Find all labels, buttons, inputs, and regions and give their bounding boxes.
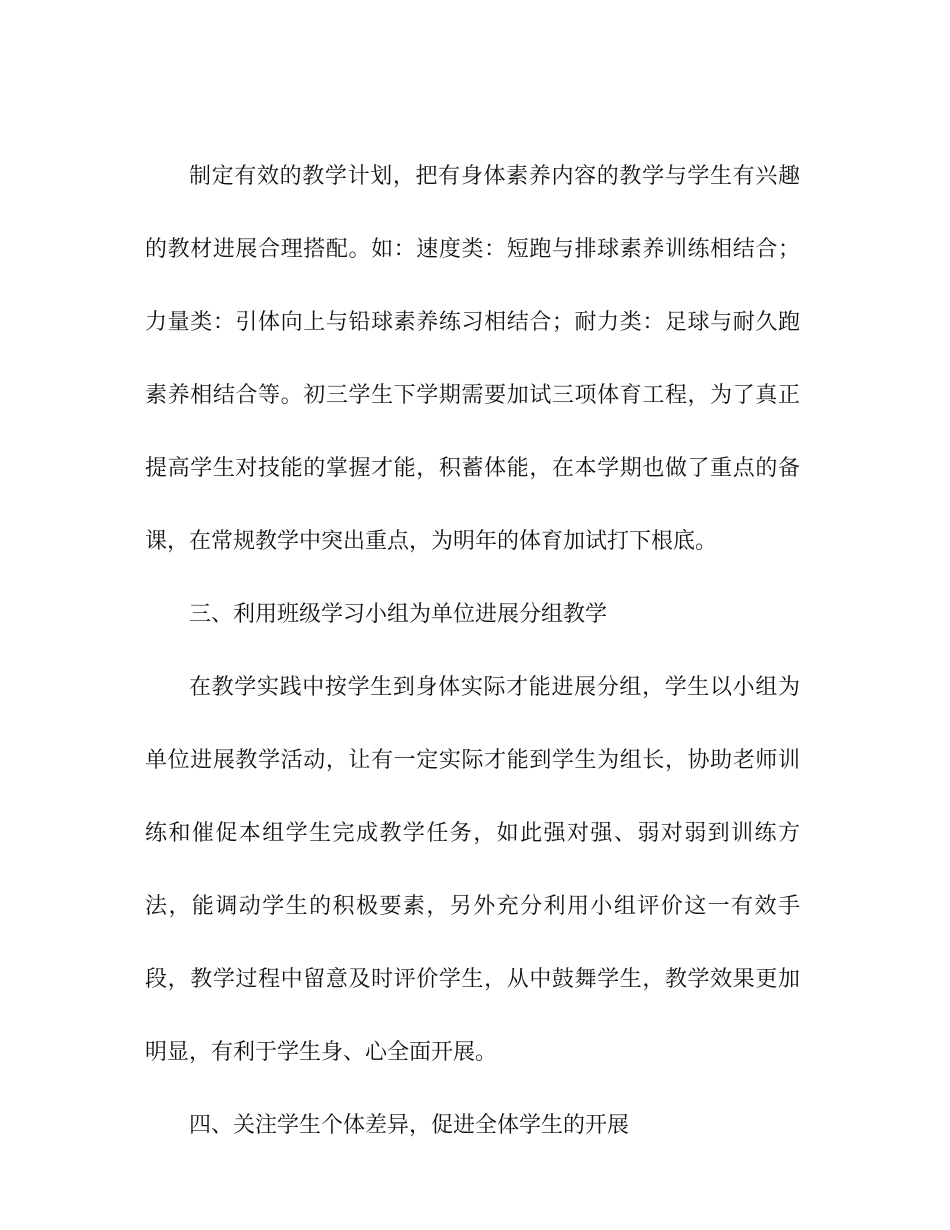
section-heading-3: 三、利用班级学习小组为单位进展分组教学 <box>189 602 608 627</box>
document-body <box>145 140 800 1162</box>
paragraph-teaching-plan: 制定有效的教学计划，把有身体素养内容的教学与学生有兴趣的教材进展合理搭配。如：速度类：短跑与排球素养训练相结合；力量类：引体向上与铅球素养练习相结合；耐力类：足球与耐久跑素养相结合等。初三学生下学期需要加试三项体育工程，为了真正提高学生对技能的掌握才能，积蓄体能，在本学期也做了重点的备课，在常规教学中突出重点，为明年的体育加试打下根底。 <box>145 164 800 554</box>
section-heading-4: 四、关注学生个体差异，促进全体学生的开展 <box>189 1113 630 1138</box>
paragraph-group-teaching: 在教学实践中按学生到身体实际才能进展分组，学生以小组为单位进展教学活动，让有一定实际才能到学生为组长，协助老师训练和催促本组学生完成教学任务，如此强对强、弱对弱到训练方法，能调动学生的积极要素，另外充分利用小组评价这一有效手段，教学过程中留意及时评价学生，从中鼓舞学生，教学效果更加明显，有利于学生身、心全面开展。 <box>145 675 800 1065</box>
